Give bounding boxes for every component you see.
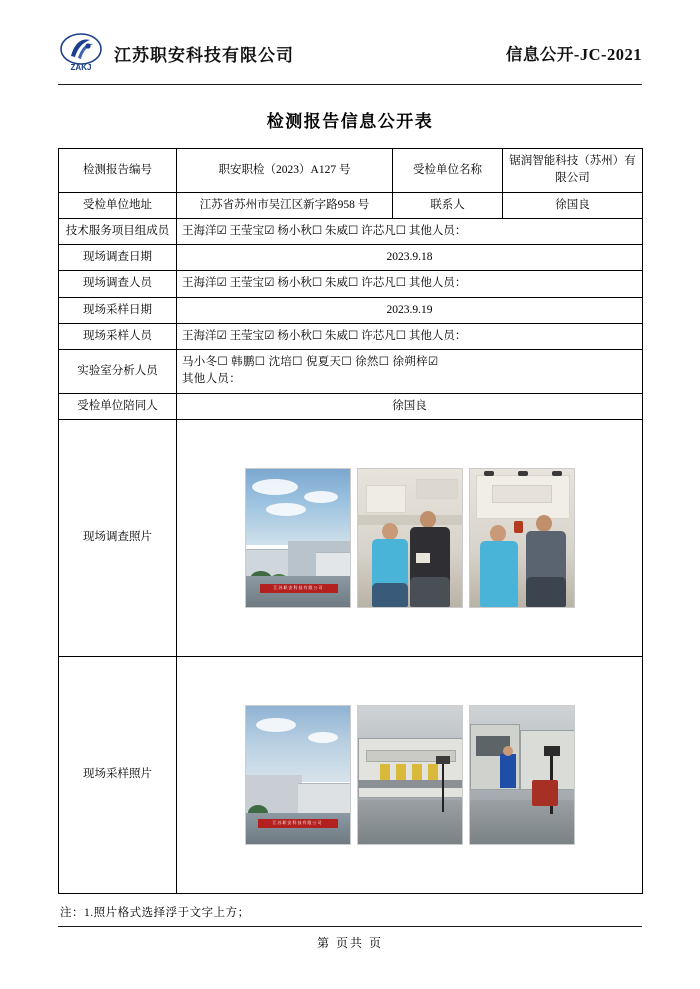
sampling-photo-3: [469, 705, 575, 845]
sampling-photo-2: [357, 705, 463, 845]
survey-photo-3: [469, 468, 575, 608]
client-value: 锯润智能科技（苏州）有限公司: [503, 149, 643, 193]
page-header: [58, 28, 642, 85]
table-row: [59, 218, 643, 244]
table-row: [59, 271, 643, 297]
address-value: 江苏省苏州市吴江区新字路958 号: [177, 192, 393, 218]
report-no-label: 检测报告编号: [59, 149, 177, 193]
contact-label: 联系人: [393, 192, 503, 218]
table-row: [59, 149, 643, 193]
header-left: [58, 32, 294, 74]
document-code: 信息公开-JC-2021: [505, 45, 642, 64]
sampling-photo-cell: [177, 656, 643, 893]
contact-value: 徐国良: [503, 192, 643, 218]
sampling-people-label: 现场采样人员: [59, 323, 177, 349]
table-row: [59, 393, 643, 419]
svg-text:ZAKJ: ZAKJ: [70, 63, 92, 72]
team-label: 技术服务项目组成员: [59, 218, 177, 244]
lab-people-label: 实验室分析人员: [59, 350, 177, 394]
page-footer: 第 页共 页: [58, 926, 642, 951]
page-title: 检测报告信息公开表: [266, 112, 434, 131]
company-logo-icon: [58, 32, 104, 74]
table-row: [59, 350, 643, 394]
client-label: 受检单位名称: [393, 149, 503, 193]
table-row: [59, 323, 643, 349]
survey-date-value: 2023.9.18: [177, 245, 643, 271]
survey-people-value: 王海洋☑ 王莹宝☑ 杨小秋☐ 朱威☐ 许芯凡☐ 其他人员：: [177, 271, 643, 297]
survey-photo-cell: [177, 419, 643, 656]
survey-photo-2: [357, 468, 463, 608]
report-info-table: [58, 148, 643, 894]
sampling-photo-label: 现场采样照片: [59, 656, 177, 893]
company-name: 江苏职安科技有限公司: [114, 45, 294, 65]
footnote: 注：1.照片格式选择浮于文字上方；: [60, 906, 250, 919]
escort-label: 受检单位陪同人: [59, 393, 177, 419]
sampling-date-value: 2023.9.19: [177, 297, 643, 323]
survey-photo-label: 现场调查照片: [59, 419, 177, 656]
report-no-value: 职安职检（2023）A127 号: [177, 149, 393, 193]
sampling-people-value: 王海洋☑ 王莹宝☑ 杨小秋☐ 朱威☐ 许芯凡☐ 其他人员：: [177, 323, 643, 349]
table-row: [59, 297, 643, 323]
sampling-date-label: 现场采样日期: [59, 297, 177, 323]
team-value: 王海洋☑ 王莹宝☑ 杨小秋☐ 朱威☐ 许芯凡☐ 其他人员：: [177, 218, 643, 244]
sampling-photo-1: 江苏职安科技有限公司: [245, 705, 351, 845]
survey-date-label: 现场调查日期: [59, 245, 177, 271]
escort-value: 徐国良: [177, 393, 643, 419]
address-label: 受检单位地址: [59, 192, 177, 218]
survey-people-label: 现场调查人员: [59, 271, 177, 297]
table-row: [59, 245, 643, 271]
lab-people-line-1: 马小冬☐ 韩鹏☐ 沈培☐ 倪夏天☐ 徐然☐ 徐朔梓☑: [182, 356, 439, 368]
lab-people-value: [177, 350, 643, 394]
survey-photo-row: [182, 468, 637, 608]
sampling-photo-row: [182, 705, 637, 845]
table-row: [59, 192, 643, 218]
table-row-survey-photos: [59, 419, 643, 656]
lab-people-line-2: 其他人员：: [182, 373, 241, 386]
table-row-sampling-photos: [59, 656, 643, 893]
survey-photo-1: 江苏职安科技有限公司: [245, 468, 351, 608]
